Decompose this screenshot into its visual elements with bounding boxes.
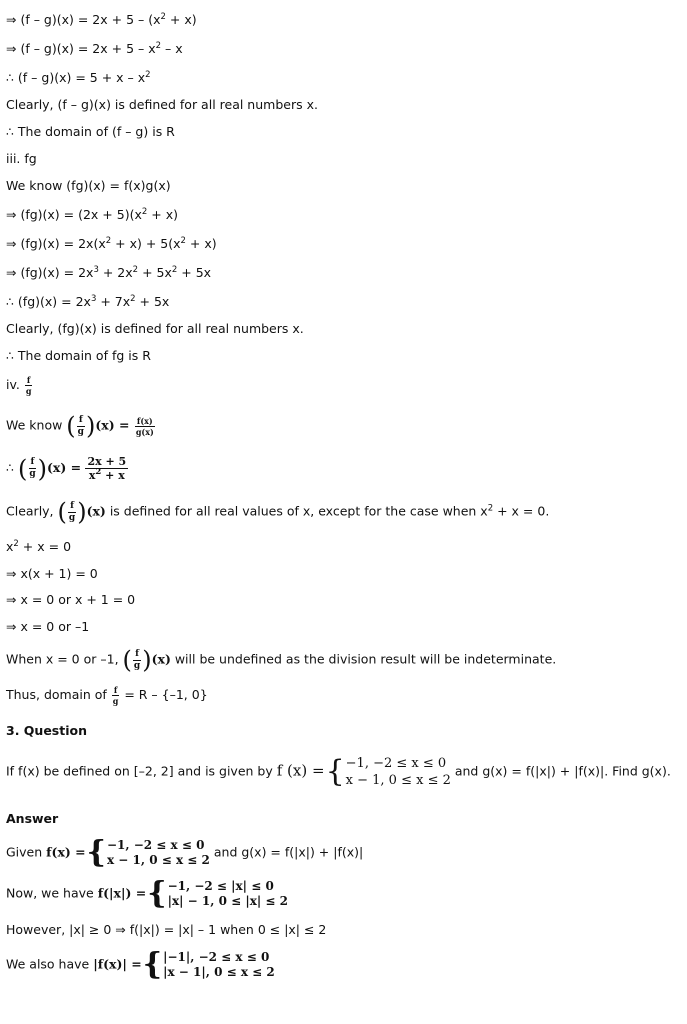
- section-heading: iii. fg: [6, 151, 37, 166]
- formula-line: Now, we have f(|x|) ={ −1, −2 ≤ |x| ≤ 0 |x| − 1, 0 ≤ |x| ≤ 2: [6, 876, 288, 911]
- formula-line: Given f(x) ={ −1, −2 ≤ x ≤ 0 x − 1, 0 ≤ x ≤ 2 and g(x) = f(|x|) + |f(x)|: [6, 835, 364, 870]
- text-line: ∴ The domain of (f – g) is R: [6, 124, 175, 139]
- formula-line: We also have |f(x)| ={ |−1|, −2 ≤ x ≤ 0 |x − 1|, 0 ≤ x ≤ 2: [6, 947, 275, 982]
- fraction-fx-over-gx: $\frac{f(x)}{g(x)}$: [135, 415, 154, 437]
- text-line: Clearly, ( $\frac{f}{g}$ ) (x) is defined for all real values of x, except for the case when $x^2 + x = 0$.: [6, 498, 550, 526]
- answer-label: Answer: [6, 811, 59, 826]
- step-line: ⇒ $(fg)(x) = 2x^3 + 2x^2 + 5x^2 + 5x$: [6, 265, 212, 280]
- text-line: Thus, domain of $\frac{f}{g}$ = R – {–1, 0}: [6, 685, 208, 706]
- step-line: ∴ $(fg)(x) = 2x^3 + 7x^2 + 5x$: [6, 294, 170, 309]
- question-title: 3. Question: [6, 723, 87, 738]
- fraction-expression: $\frac{2x + 5}{x^2 + x}$: [87, 455, 127, 482]
- step-line: ∴ $(f - g)(x) = 5 + x - x^2$: [6, 70, 151, 85]
- step-line: ⇒ $(fg)(x) = (2x + 5)(x^2 + x)$: [6, 207, 178, 222]
- step-line: ⇒ x(x + 1) = 0: [6, 566, 98, 581]
- step-line: ⇒ x = 0 or x + 1 = 0: [6, 592, 136, 607]
- fraction-f-over-g: $\frac{f}{g}$: [25, 375, 32, 396]
- step-line: ⇒ $(fg)(x) = 2x(x^2 + x) + 5(x^2 + x)$: [6, 236, 217, 251]
- formula-line: ∴ ( $\frac{f}{g}$ ) (x) = $\frac{2x + 5}{x^2 + x}$: [6, 454, 127, 483]
- text-line: Clearly, (f – g)(x) is defined for all real numbers x.: [6, 97, 318, 112]
- text-line: ∴ The domain of fg is R: [6, 348, 151, 363]
- question-text: If f(x) be defined on [–2, 2] and is given by f (x) ={ −1, −2 ≤ x ≤ 0 x − 1, 0 ≤ x ≤ 2 and g(x) = f(|x|) + |f(x)|. Find g(x).: [6, 754, 671, 789]
- step-line: $x^2 + x = 0$: [6, 539, 72, 554]
- step-line: ⇒ $(f - g)(x) = 2x + 5 - x^2 - x$: [6, 41, 183, 56]
- text-line: When x = 0 or –1, ( $\frac{f}{g}$ ) (x) will be undefined as the division result will be indeterminate.: [6, 646, 557, 674]
- formula-line: We know ( $\frac{f}{g}$ ) (x) = $\frac{f(x)}{g(x)}$: [6, 412, 154, 440]
- step-line: ⇒ $(f - g)(x) = 2x + 5 - (x^2 + x)$: [6, 12, 197, 27]
- text-line: Clearly, (fg)(x) is defined for all real numbers x.: [6, 321, 304, 336]
- text-line: However, |x| ≥ 0 ⇒ f(|x|) = |x| – 1 when 0 ≤ |x| ≤ 2: [6, 922, 327, 937]
- text-line: We know (fg)(x) = f(x)g(x): [6, 178, 171, 193]
- section-heading: iv. $\frac{f}{g}$: [6, 375, 32, 396]
- step-line: ⇒ x = 0 or –1: [6, 619, 90, 634]
